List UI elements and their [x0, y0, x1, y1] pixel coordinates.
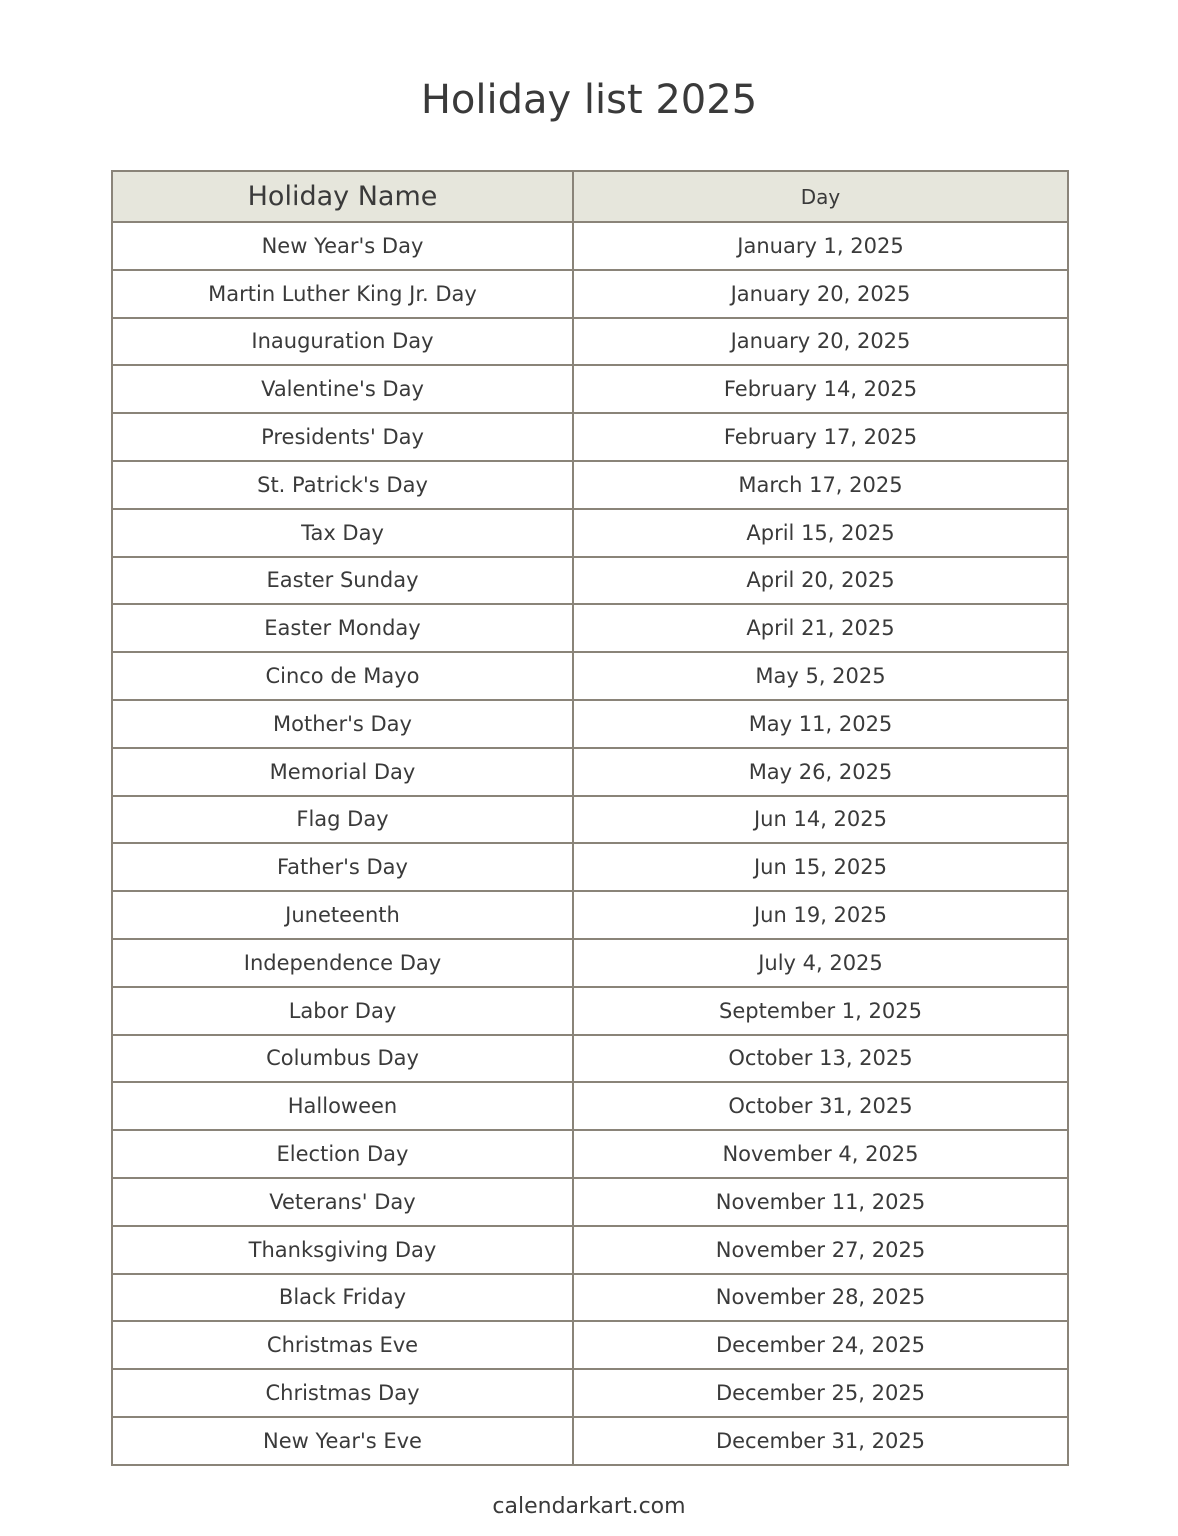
table-body	[112, 222, 1068, 1465]
table-row	[112, 987, 1068, 1035]
holiday-name-cell: Juneteenth	[112, 891, 573, 939]
table-row	[112, 1417, 1068, 1465]
holiday-date-cell: December 24, 2025	[573, 1321, 1068, 1369]
holiday-name-cell: Father's Day	[112, 843, 573, 891]
table-row	[112, 1130, 1068, 1178]
holiday-date-cell: November 27, 2025	[573, 1226, 1068, 1274]
holiday-name-cell: Tax Day	[112, 509, 573, 557]
holiday-date-cell: January 20, 2025	[573, 318, 1068, 366]
holiday-name-cell: Mother's Day	[112, 700, 573, 748]
holiday-name-cell: Thanksgiving Day	[112, 1226, 573, 1274]
table-header-row	[112, 171, 1068, 222]
table-row	[112, 1321, 1068, 1369]
table-row	[112, 748, 1068, 796]
holiday-name-cell: Columbus Day	[112, 1035, 573, 1083]
holiday-date-cell: April 20, 2025	[573, 557, 1068, 605]
table-row	[112, 1082, 1068, 1130]
table-row	[112, 509, 1068, 557]
table-row	[112, 843, 1068, 891]
table-row	[112, 1274, 1068, 1322]
holiday-date-cell: May 26, 2025	[573, 748, 1068, 796]
table-row	[112, 222, 1068, 270]
table-row	[112, 318, 1068, 366]
holiday-name-cell: Halloween	[112, 1082, 573, 1130]
table-row	[112, 939, 1068, 987]
table-row	[112, 1226, 1068, 1274]
holiday-name-cell: Labor Day	[112, 987, 573, 1035]
table-row	[112, 1035, 1068, 1083]
holiday-name-cell: Valentine's Day	[112, 365, 573, 413]
holiday-date-cell: December 31, 2025	[573, 1417, 1068, 1465]
holiday-name-cell: Martin Luther King Jr. Day	[112, 270, 573, 318]
holiday-name-cell: New Year's Day	[112, 222, 573, 270]
table-row	[112, 652, 1068, 700]
holiday-date-cell: Jun 14, 2025	[573, 796, 1068, 844]
holiday-name-cell: New Year's Eve	[112, 1417, 573, 1465]
holiday-name-cell: Black Friday	[112, 1274, 573, 1322]
table-row	[112, 1369, 1068, 1417]
holiday-date-cell: May 5, 2025	[573, 652, 1068, 700]
holiday-date-cell: April 15, 2025	[573, 509, 1068, 557]
holiday-date-cell: November 4, 2025	[573, 1130, 1068, 1178]
holiday-date-cell: Jun 15, 2025	[573, 843, 1068, 891]
holiday-date-cell: April 21, 2025	[573, 604, 1068, 652]
column-header-holiday-name: Holiday Name	[112, 171, 573, 222]
holiday-name-cell: Memorial Day	[112, 748, 573, 796]
holiday-name-cell: Independence Day	[112, 939, 573, 987]
holiday-date-cell: November 11, 2025	[573, 1178, 1068, 1226]
holiday-date-cell: January 20, 2025	[573, 270, 1068, 318]
table-row	[112, 461, 1068, 509]
holiday-date-cell: November 28, 2025	[573, 1274, 1068, 1322]
holiday-name-cell: Easter Monday	[112, 604, 573, 652]
table-row	[112, 270, 1068, 318]
table-row	[112, 1178, 1068, 1226]
holiday-name-cell: Presidents' Day	[112, 413, 573, 461]
holiday-name-cell: Flag Day	[112, 796, 573, 844]
holiday-date-cell: October 13, 2025	[573, 1035, 1068, 1083]
holiday-date-cell: September 1, 2025	[573, 987, 1068, 1035]
column-header-day: Day	[573, 171, 1068, 222]
page-title: Holiday list 2025	[420, 77, 758, 123]
holiday-name-cell: Election Day	[112, 1130, 573, 1178]
holiday-name-cell: Inauguration Day	[112, 318, 573, 366]
table-row	[112, 413, 1068, 461]
holiday-date-cell: February 14, 2025	[573, 365, 1068, 413]
holiday-date-cell: July 4, 2025	[573, 939, 1068, 987]
holiday-date-cell: May 11, 2025	[573, 700, 1068, 748]
holiday-name-cell: Cinco de Mayo	[112, 652, 573, 700]
holiday-name-cell: Christmas Eve	[112, 1321, 573, 1369]
holiday-date-cell: Jun 19, 2025	[573, 891, 1068, 939]
table-row	[112, 365, 1068, 413]
holiday-date-cell: March 17, 2025	[573, 461, 1068, 509]
holiday-table	[111, 170, 1069, 1466]
holiday-name-cell: St. Patrick's Day	[112, 461, 573, 509]
holiday-name-cell: Easter Sunday	[112, 557, 573, 605]
table-row	[112, 557, 1068, 605]
table-row	[112, 891, 1068, 939]
holiday-date-cell: February 17, 2025	[573, 413, 1068, 461]
table-row	[112, 700, 1068, 748]
holiday-name-cell: Christmas Day	[112, 1369, 573, 1417]
holiday-name-cell: Veterans' Day	[112, 1178, 573, 1226]
holiday-date-cell: January 1, 2025	[573, 222, 1068, 270]
table-row	[112, 796, 1068, 844]
holiday-date-cell: October 31, 2025	[573, 1082, 1068, 1130]
holiday-date-cell: December 25, 2025	[573, 1369, 1068, 1417]
table-row	[112, 604, 1068, 652]
footer-website: calendarkart.com	[492, 1494, 686, 1519]
